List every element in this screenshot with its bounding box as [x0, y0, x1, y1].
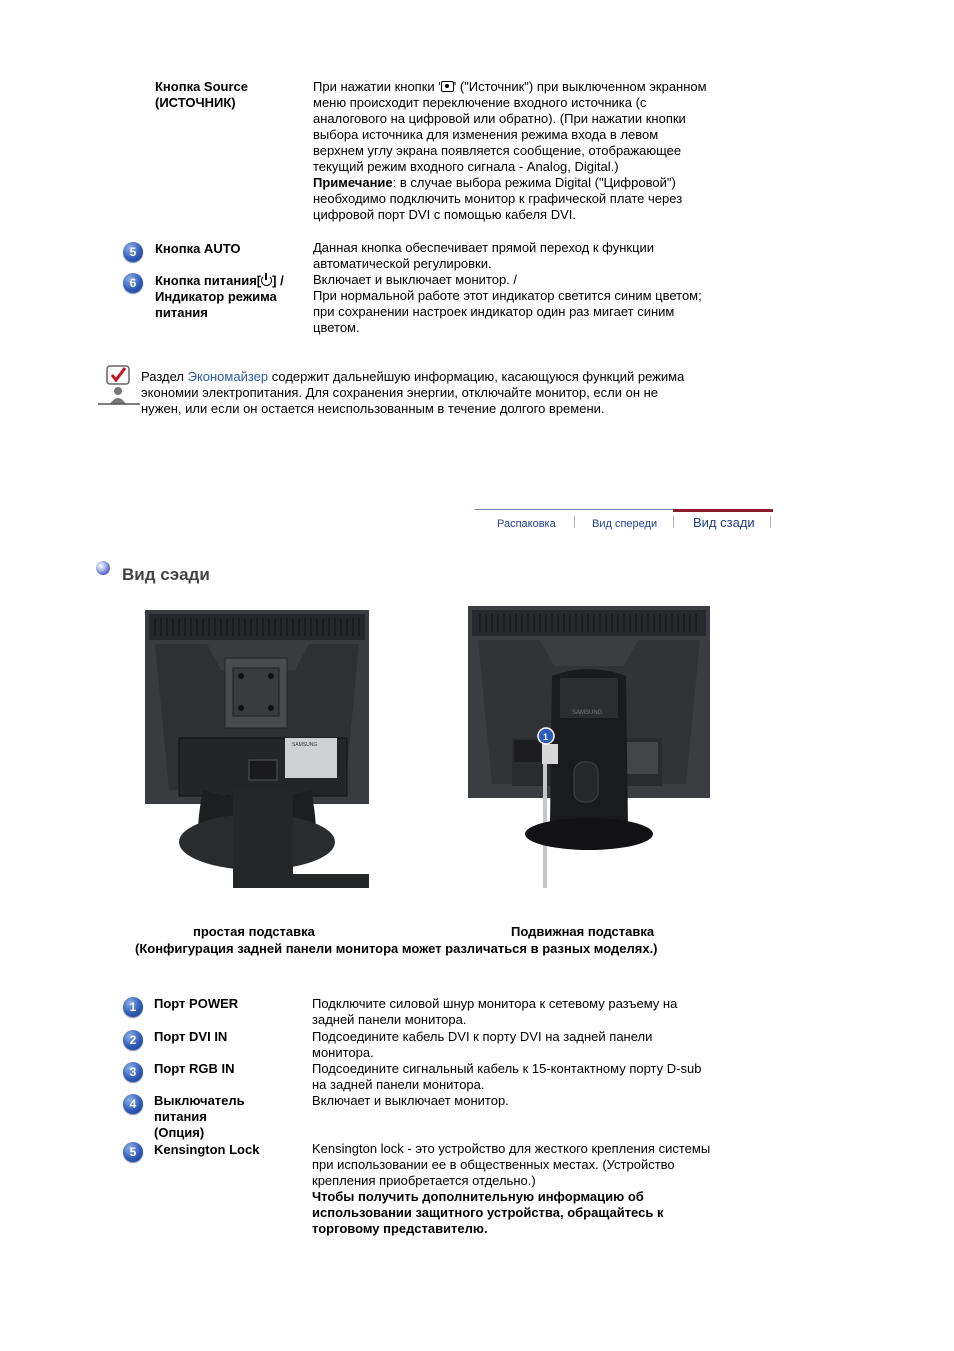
adjustable-stand-caption: Подвижная подставка: [511, 924, 655, 939]
power-button-description: Включает и выключает монитор. / При нормальной работе этот индикатор светится синим цветом; при сохранении настроек индикатор один раз мигает синим цветом.: [313, 272, 702, 335]
economizer-link[interactable]: Экономайзер: [187, 369, 269, 384]
dvi-port-description: Подсоедините кабель DVI к порту DVI на задней панели монитора.: [312, 1029, 653, 1060]
nav-tab-active-indicator: [673, 509, 773, 512]
power-switch-label: Выключатель питания (Опция): [154, 1093, 245, 1140]
note-check-icon: [98, 364, 140, 406]
rgb-port-description: Подсоедините сигнальный кабель к 15-контактному порту D-sub на задней панели монитора.: [312, 1061, 702, 1092]
power-switch-description: Включает и выключает монитор.: [312, 1093, 509, 1108]
number-badge-2: 2: [123, 1030, 143, 1050]
left-brand-label: SAMSUNG: [292, 742, 318, 748]
auto-button-description: Данная кнопка обеспечивает прямой переход к функции автоматической регулировки.: [313, 240, 655, 271]
tab-separator: [770, 516, 771, 528]
source-icon: [441, 81, 454, 92]
tab-front-view[interactable]: Вид спереди: [592, 518, 658, 530]
section-title: Вид сэади: [122, 565, 210, 584]
tab-rear-view[interactable]: Вид сзади: [693, 515, 755, 530]
number-badge-1: 1: [123, 997, 143, 1017]
number-badge-5: 5: [123, 242, 143, 262]
right-brand-label: SAMSUNG: [572, 710, 603, 716]
source-button-description: При нажатии кнопки ' ' ("Источник") при выключенном экранном меню происходит переключение входного источника (с аналогового на цифровой или обратно). (При нажатии кнопки выбора источника для изменения режима входа в левом верхнем углу экрана появляется сообщение, отображающее текущий режим входного сигнала - Analog, Digital.) Примечание: в случае выбора режима Digital ("Цифровой") необходимо подключить монитор к графической плате через цифровой порт DVI с помощью кабеля DVI.: [313, 79, 707, 222]
power-icon: [261, 275, 272, 286]
kensington-lock-description: Kensington lock - это устройство для жесткого крепления системы при использовании ее в общественных местах. (Устройство крепления приобретается отдельно.) Чтобы получить дополнительную информацию об использовании защитного устройства, обращайтесь к торговому представителю.: [312, 1141, 711, 1236]
kensington-lock-label: Kensington Lock: [154, 1142, 260, 1157]
power-port-description: Подключите силовой шнур монитора к сетевому разъему на задней панели монитора.: [312, 996, 678, 1027]
section-bullet-icon: [96, 561, 110, 575]
power-port-label: Порт POWER: [154, 996, 239, 1011]
simple-stand-caption: простая подставка: [193, 924, 315, 939]
economizer-note: Раздел Экономайзер содержит дальнейшую информацию, касающуюся функций режима экономии электропитания. Для сохранения энергии, отключайте монитор, если он не нужен, или если он остается неиспользованным в течение долгого времени.: [141, 369, 685, 416]
tab-unpacking[interactable]: Распаковка: [497, 518, 556, 530]
number-badge-6: 6: [123, 273, 143, 293]
tab-separator: [574, 516, 575, 528]
number-badge-4: 4: [123, 1094, 143, 1114]
auto-button-label: Кнопка AUTO: [155, 241, 241, 256]
dvi-port-label: Порт DVI IN: [154, 1029, 228, 1044]
configuration-note: (Конфигурация задней панели монитора может различаться в разных моделях.): [135, 941, 658, 956]
number-badge-5: 5: [123, 1142, 143, 1162]
number-badge-3: 3: [123, 1062, 143, 1082]
source-button-label: Кнопка Source (ИСТОЧНИК): [155, 79, 248, 110]
rgb-port-label: Порт RGB IN: [154, 1061, 235, 1076]
simple-stand-monitor-image: [145, 610, 369, 888]
tab-separator: [673, 516, 674, 528]
adjustable-stand-monitor-image: [468, 606, 710, 888]
power-button-label: Кнопка питания[ ] / Индикатор режима питания: [155, 273, 284, 320]
callout-1-label: 1: [543, 732, 549, 742]
